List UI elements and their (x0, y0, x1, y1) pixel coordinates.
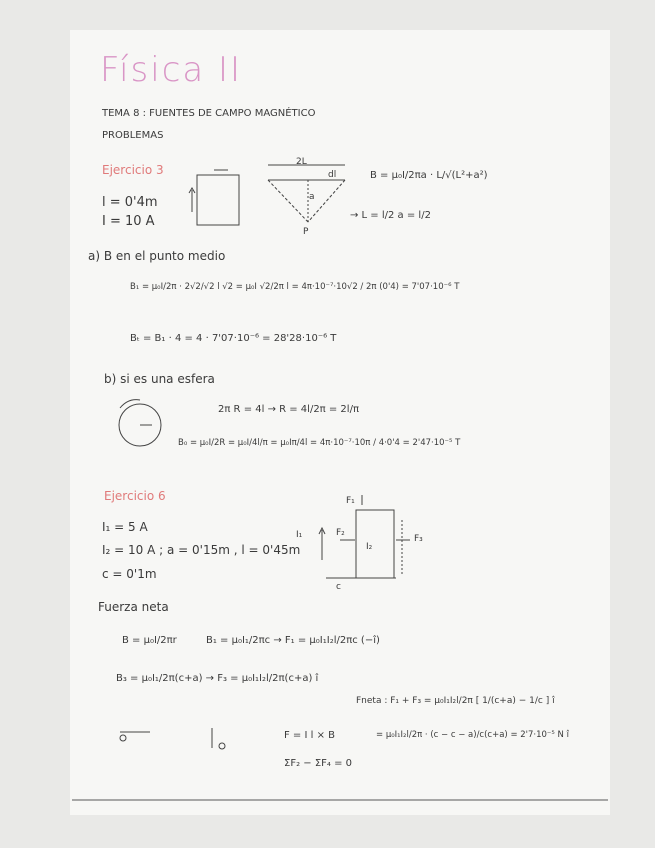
i-value: I = 10 A (102, 214, 155, 229)
fig6-i1-label: I₁ (296, 530, 303, 540)
rect-loop-sketch (356, 510, 394, 578)
i2-value: I₂ = 10 A ; a = 0'15m , l = 0'45m (102, 543, 301, 557)
fig6-i2-label: I₂ (366, 542, 373, 552)
force-definition: F = I l × B (284, 730, 335, 741)
i1-value: I₁ = 5 A (102, 520, 148, 534)
problemas-heading: PROBLEMAS (102, 130, 164, 141)
fig-a-label: a (309, 192, 315, 202)
fig-dl-label: dl (328, 170, 337, 180)
fneta-eq: Fneta : F₁ + F₃ = μ₀I₁I₂l/2π [ 1/(c+a) − 1/c ] î (356, 696, 555, 706)
fig-p-label: P (303, 227, 309, 237)
part-a-title: a) B en el punto medio (88, 249, 226, 263)
tema-heading: TEMA 8 : FUENTES DE CAMPO MAGNÉTICO (102, 108, 316, 119)
sphere-b-eq: B₀ = μ₀I/2R = μ₀I/4l/π = μ₀Iπ/4l = 4π·10⁻⁷·10π / 4·0'4 = 2'47·10⁻⁵ T (178, 438, 461, 448)
result-eq: = μ₀I₁I₂l/2π · (c − c − a)/c(c+a) = 2'7·10⁻⁵ N î (376, 730, 569, 740)
ejercicio-6-label: Ejercicio 6 (104, 489, 166, 503)
b1-force-eq: B₁ = μ₀I₁/2πc → F₁ = μ₀I₁I₂l/2πc (−î) (206, 635, 380, 646)
fuerza-neta-heading: Fuerza neta (98, 600, 169, 614)
b3-force-eq: B₃ = μ₀I₁/2π(c+a) → F₃ = μ₀I₁I₂l/2π(c+a) î (116, 673, 319, 684)
substitution-values: → L = l/2 a = l/2 (350, 210, 431, 221)
btotal-equation: Bₜ = B₁ · 4 = 4 · 7'07·10⁻⁶ = 28'28·10⁻⁶ T (130, 333, 337, 344)
b-general-eq: B = μ₀I/2πr (122, 635, 177, 646)
fig6-f1-label: F₁ (346, 496, 355, 506)
b1-equation: B₁ = μ₀I/2π · 2√2/√2 l √2 = μ₀I √2/2π l = 4π·10⁻⁷·10√2 / 2π (0'4) = 7'07·10⁻⁶ T (130, 282, 460, 292)
c-value: c = 0'1m (102, 567, 157, 581)
formula-b-wire: B = μ₀I/2πa · L/√(L²+a²) (370, 170, 488, 181)
page-title: Física II (100, 50, 243, 90)
fig6-f2-label: F₂ (336, 528, 345, 538)
l-value: l = 0'4m (102, 195, 158, 210)
sum-forces-eq: ΣF₂ − ΣF₄ = 0 (284, 758, 352, 769)
fig6-c-label: c (336, 582, 341, 592)
ejercicio-3-label: Ejercicio 3 (102, 163, 164, 177)
part-b-title: b) si es una esfera (104, 372, 215, 386)
sphere-radius-eq: 2π R = 4l → R = 4l/2π = 2l/π (218, 404, 359, 415)
fig6-f3-label: F₃ (414, 534, 423, 544)
fig-2l-label: 2L (296, 157, 307, 167)
square-loop-sketch (197, 175, 239, 225)
